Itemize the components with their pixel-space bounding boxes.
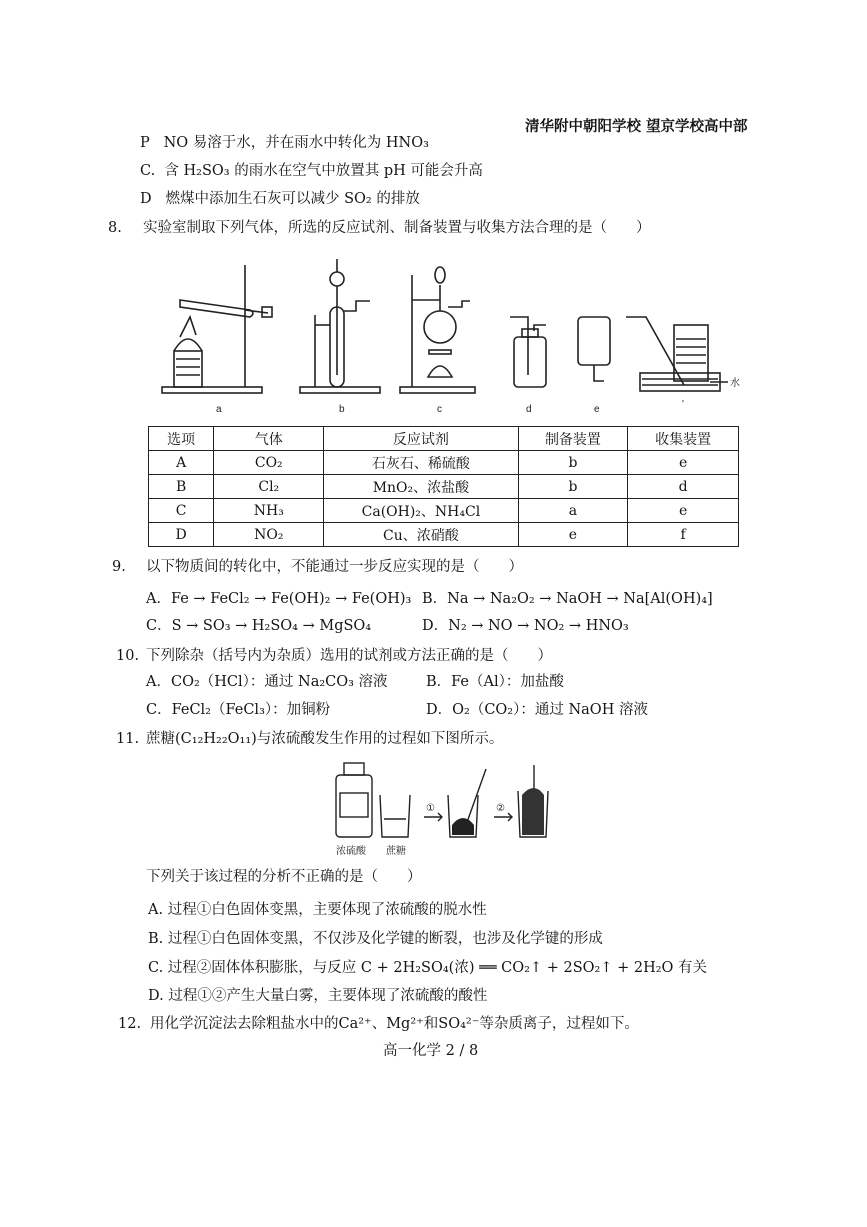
- table-cell: C: [149, 499, 214, 523]
- table-cell: D: [149, 523, 214, 547]
- q11-number: 11.: [116, 731, 140, 747]
- table-cell: d: [628, 475, 739, 499]
- table-row: [149, 451, 739, 475]
- q9-stem: 以下物质间的转化中，不能通过一步反应实现的是（ ）: [146, 559, 523, 575]
- q10-number: 10.: [116, 648, 140, 664]
- table-cell: b: [518, 451, 628, 475]
- table-cell: f: [628, 523, 739, 547]
- fig-label-a: a: [216, 404, 222, 415]
- q7-option-d: [140, 190, 420, 208]
- water-label: 水: [730, 378, 740, 389]
- table-row: [149, 475, 739, 499]
- fig-label-e: e: [594, 404, 600, 415]
- q8-stem: 实验室制取下列气体，所选的反应试剂、制备装置与收集方法合理的是（ ）: [143, 220, 651, 236]
- q7-option-b-text: NO 易溶于水，并在雨水中转化为 HNO₃: [163, 135, 429, 151]
- table-cell: Cu、浓硝酸: [324, 523, 518, 547]
- page-footer: 高一化学 2 / 8: [383, 1043, 479, 1059]
- fig-label-b: b: [339, 404, 345, 415]
- table-cell: A: [149, 451, 214, 475]
- q10-option-a: A．CO₂（HCl）：通过 Na₂CO₃ 溶液: [146, 674, 388, 690]
- q11-stem: 蔗糖(C₁₂H₂₂O₁₁)与浓硫酸发生作用的过程如下图所示。: [146, 731, 504, 747]
- table-cell: e: [518, 523, 628, 547]
- q10-option-c: C．FeCl₂（FeCl₃）：加铜粉: [146, 702, 331, 718]
- apparatus-e-drawing: [578, 317, 610, 381]
- school-header: 清华附中朝阳学校 望京学校高中部: [525, 118, 748, 135]
- fig-label-d: d: [526, 404, 532, 415]
- table-cell: NO₂: [214, 523, 324, 547]
- sugar-beaker-drawing: [380, 795, 410, 837]
- q8-number: 8.: [108, 220, 122, 236]
- q9-option-b: B．Na → Na₂O₂ → NaOH → Na[Al(OH)₄]: [422, 591, 713, 607]
- step-2-label: ②: [496, 803, 505, 814]
- table-cell: 石灰石、稀硫酸: [324, 451, 518, 475]
- table-header: 收集装置: [628, 427, 739, 451]
- table-cell: B: [149, 475, 214, 499]
- q10-option-b: B．Fe（Al）：加盐酸: [426, 674, 564, 690]
- table-header: 气体: [214, 427, 324, 451]
- acid-label: 浓硫酸: [336, 846, 366, 857]
- apparatus-d-drawing: [510, 317, 546, 387]
- q11-option-a: A. 过程①白色固体变黑，主要体现了浓硫酸的脱水性: [148, 902, 487, 918]
- q11-option-b: B. 过程①白色固体变黑，不仅涉及化学键的断裂，也涉及化学键的形成: [148, 931, 603, 947]
- table-cell: b: [518, 475, 628, 499]
- q7-option-b-letter: P: [140, 135, 150, 151]
- table-row: [149, 523, 739, 547]
- fig-label-f: ': [682, 399, 684, 410]
- q9-option-d: D．N₂ → NO → NO₂ → HNO₃: [422, 618, 629, 634]
- table-cell: Ca(OH)₂、NH₄Cl: [324, 499, 518, 523]
- q12-stem: 用化学沉淀法去除粗盐水中的Ca²⁺、Mg²⁺和SO₄²⁻等杂质离子，过程如下。: [150, 1016, 639, 1032]
- table-cell: e: [628, 451, 739, 475]
- q10-option-d: D．O₂（CO₂）：通过 NaOH 溶液: [426, 702, 648, 718]
- fig-label-c: c: [437, 404, 442, 415]
- apparatus-b-drawing: [300, 259, 380, 393]
- q9-option-a: A．Fe → FeCl₂ → Fe(OH)₂ → Fe(OH)₃: [146, 591, 412, 607]
- table-row: [149, 499, 739, 523]
- q9-number: 9.: [112, 559, 126, 575]
- apparatus-a-drawing: [162, 265, 272, 393]
- table-header: 制备装置: [518, 427, 628, 451]
- apparatus-c-drawing: [400, 267, 475, 393]
- q7-option-c-letter: C.: [140, 163, 156, 179]
- table-header: 选项: [149, 427, 214, 451]
- acid-bottle-drawing: [336, 775, 372, 837]
- q12-number: 12.: [118, 1016, 142, 1032]
- sugar-label: 蔗糖: [386, 846, 406, 857]
- q11-option-d: D. 过程①②产生大量白雾，主要体现了浓硫酸的酸性: [148, 988, 488, 1004]
- apparatus-f-drawing: [626, 317, 728, 391]
- q7-option-d-text: 燃煤中添加生石灰可以减少 SO₂ 的排放: [165, 191, 420, 207]
- table-header: 反应试剂: [324, 427, 518, 451]
- q11-option-c: C. 过程②固体体积膨胀，与反应 C + 2H₂SO₄(浓) ══ CO₂↑ + 2SO₂↑ + 2H₂O 有关: [148, 960, 708, 976]
- table-cell: e: [628, 499, 739, 523]
- q9-option-c: C．S → SO₃ → H₂SO₄ → MgSO₄: [146, 618, 372, 634]
- q7-option-d-letter: D: [140, 191, 152, 207]
- q10-stem: 下列除杂（括号内为杂质）选用的试剂或方法正确的是（ ）: [146, 648, 552, 664]
- q7-option-c-text: 含 H₂SO₃ 的雨水在空气中放置其 pH 可能会升高: [164, 163, 483, 179]
- step-1-label: ①: [426, 803, 435, 814]
- table-cell: NH₃: [214, 499, 324, 523]
- q8-options-table: [148, 426, 739, 547]
- table-cell: a: [518, 499, 628, 523]
- apparatus-figure: [150, 255, 760, 420]
- sucrose-figure: [330, 755, 550, 857]
- table-cell: CO₂: [214, 451, 324, 475]
- table-cell: MnO₂、浓盐酸: [324, 475, 518, 499]
- q11-question: 下列关于该过程的分析不正确的是（ ）: [146, 869, 422, 885]
- table-cell: Cl₂: [214, 475, 324, 499]
- q7-option-b: [140, 134, 429, 152]
- table-header-row: [149, 427, 739, 451]
- q7-option-c: [140, 162, 483, 180]
